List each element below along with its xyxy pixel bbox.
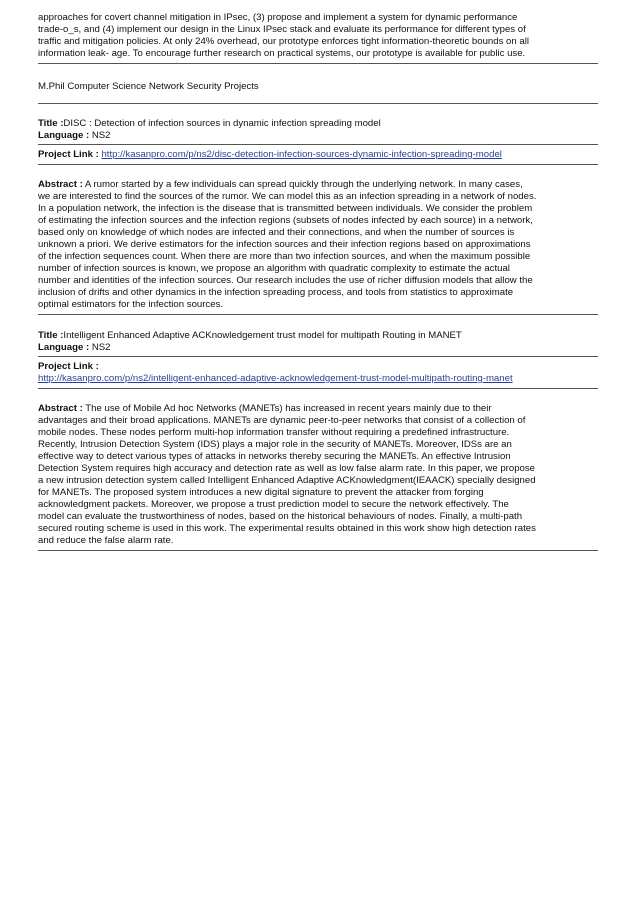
project-language: NS2 (91, 342, 111, 353)
section-heading: M.Phil Computer Science Network Security Projects (38, 81, 259, 92)
title-label: Title : (38, 118, 64, 129)
project-language: NS2 (91, 130, 111, 141)
abstract-paragraph (38, 403, 598, 547)
language-label: Language : (38, 130, 90, 141)
abstract-paragraph (38, 179, 598, 311)
project-link[interactable]: http://kasanpro.com/p/ns2/intelligent-enhanced-adaptive-acknowledgement-trust-model-multipath-routing-manet (38, 373, 513, 384)
project-link-line (38, 361, 598, 385)
project-language-line (38, 342, 598, 354)
divider (38, 388, 598, 389)
intro-paragraph: approaches for covert channel mitigation in IPsec, (3) propose and implement a system for dynamic performance trade-o_s, and (4) implement our design in the Linux IPsec stack and evaluate its performance for different types of traffic and mitigation policies. At only 24% overhead, our prototype enforces tight information-theoretic bounds on all information leak- age. To encourage further research on practical systems, our prototype is available for public use. (38, 12, 529, 59)
divider (38, 314, 598, 315)
divider (38, 103, 598, 104)
divider (38, 356, 598, 357)
project-link[interactable]: http://kasanpro.com/p/ns2/disc-detection-infection-sources-dynamic-infection-spreading-model (101, 149, 502, 160)
project-link-label: Project Link : (38, 149, 99, 160)
divider (38, 144, 598, 145)
project-title: Intelligent Enhanced Adaptive ACKnowledgement trust model for multipath Routing in MANET (63, 330, 462, 341)
project-language-line (38, 130, 598, 142)
abstract-label: Abstract : (38, 179, 83, 190)
abstract-label: Abstract : (38, 403, 83, 414)
project-title-line (38, 118, 598, 130)
document-page (38, 12, 598, 551)
project-title-line (38, 330, 598, 342)
project-link-line (38, 149, 598, 161)
divider (38, 550, 598, 551)
project-link-label: Project Link : (38, 361, 99, 372)
project-entry (38, 330, 598, 551)
language-label: Language : (38, 342, 90, 353)
project-entry (38, 118, 598, 315)
project-title: DISC : Detection of infection sources in dynamic infection spreading model (63, 118, 381, 129)
divider (38, 63, 598, 64)
abstract-text: A rumor started by a few individuals can spread quickly through the underlying network. In many cases, we are interested to find the sources of the rumor. We can model this as an infection spreading in a network of nodes. In a population network, the infection is the disease that is transmitted between individuals. We consider the problem of estimating the infection sources and the infection regions (subsets of nodes infected by each source) in a network, based only on knowledge of which nodes are infected and their connections, and when the number of sources is unknown a priori. We derive estimators for the infection sources and their infection regions based on approximations of the infection sequences count. When there are more than two infection sources, and when the maximum possible number of infection sources is known, we propose an algorithm with quadratic complexity to estimate the actual number and identities of the infection sources. Our research includes the use of richer diffusion models that allow the inclusion of drifts and other dynamics in the infection spreading process, and tools from statistics to approximate optimal estimators for the infection sources. (38, 179, 537, 310)
abstract-text: The use of Mobile Ad hoc Networks (MANETs) has increased in recent years mainly due to their advantages and their broad applications. MANETs are dynamic peer-to-peer networks that consist of a collection of mobile nodes. These nodes perform multi-hop information transfer without requiring a predefined infrastructure. Recently, Intrusion Detection System (IDS) plays a major role in the security of MANETs. Moreover, IDSs are an effective way to detect various types of attacks in networks thereby securing the MANETs. An effective Intrusion Detection System requires high accuracy and detection rate as well as low false alarm rate. In this paper, we propose a new intrusion detection system called Intelligent Enhanced Adaptive ACKnowledgment(IEAACK) specially designed for MANETs. The proposed system introduces a new digital signature to prevent the attacker from forging acknowledgment packets. Moreover, we propose a trust prediction model to secure the network effectively. The model can evaluate the trustworthiness of nodes, based on the historical behaviours of nodes. Finally, a multi-path secured routing scheme is used in this work. The experimental results obtained in this work show high detection rates and reduce the false alarm rate. (38, 403, 536, 546)
divider (38, 164, 598, 165)
title-label: Title : (38, 330, 64, 341)
